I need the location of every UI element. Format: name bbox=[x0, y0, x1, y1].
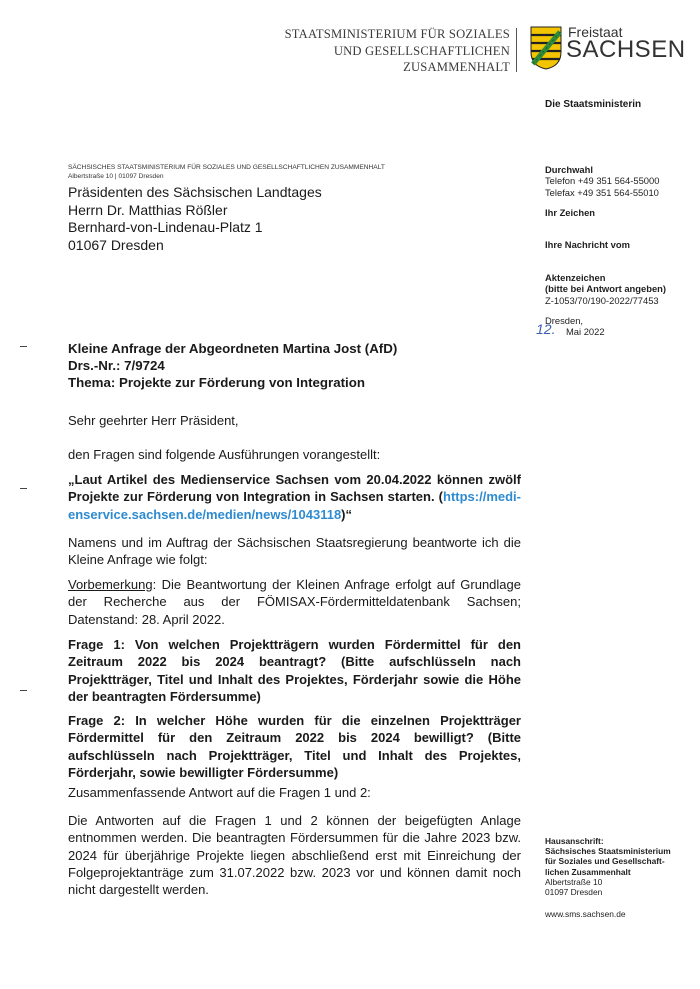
hausanschrift-label: Hausanschrift: bbox=[545, 836, 604, 846]
aktenzeichen-label: Aktenzeichen bbox=[545, 272, 606, 283]
sender-line bbox=[68, 164, 385, 181]
frage-1: Frage 1: Von welchen Projektträgern wurden Fördermittel für den Zeitraum 2022 bis 2024 beantragt? (Bitte aufschlüsseln nach Projektträger, Titel und Inhalt des Projektes, Förderjahr sowie die Höhe der beantragten Fördersumme) bbox=[68, 637, 521, 704]
fold-mark-bottom bbox=[20, 690, 27, 691]
intro-text: den Fragen sind folgende Ausführungen vorangestellt: bbox=[68, 447, 381, 462]
hausanschrift-block bbox=[545, 836, 671, 897]
aktenzeichen-value: Z-1053/70/190-2022/77453 bbox=[545, 294, 659, 306]
hausanschrift-line-3: lichen Zusammenhalt bbox=[545, 866, 631, 877]
address-line-1: Präsidenten des Sächsischen Landtages bbox=[68, 184, 322, 200]
aktenzeichen-block bbox=[545, 272, 666, 306]
quote-line-1: „Laut Artikel des Medienservice Sachsen vom 20.04.2022 können zwölf bbox=[68, 472, 521, 487]
sender-line-1: SÄCHSISCHES STAATSMINISTERIUM FÜR SOZIALES UND GESELLSCHAFTLICHEN ZUSAMMENHALT bbox=[68, 164, 385, 171]
hausanschrift-ort: 01097 Dresden bbox=[545, 887, 603, 898]
vorbemerkung-label: Vorbemerkung bbox=[68, 577, 153, 592]
saxony-crest-icon bbox=[530, 26, 562, 70]
header-divider bbox=[516, 28, 517, 72]
answer-intro: Namens und im Auftrag der Sächsischen Staatsregierung beantworte ich die Kleine Anfrage wie folgt: bbox=[68, 535, 521, 568]
ministry-line-3: ZUSAMMENHALT bbox=[403, 60, 510, 74]
ihr-zeichen-label: Ihr Zeichen bbox=[545, 207, 596, 218]
website-link[interactable]: www.sms.sachsen.de bbox=[545, 909, 626, 919]
address-line-2: Herrn Dr. Matthias Rößler bbox=[68, 201, 228, 218]
fold-mark-middle bbox=[20, 488, 27, 489]
ministry-line-1: STAATSMINISTERIUM FÜR SOZIALES bbox=[284, 27, 510, 41]
datum-rest: Mai 2022 bbox=[566, 326, 605, 337]
sender-role: Die Staatsministerin bbox=[545, 99, 642, 110]
aktenzeichen-hint: (bitte bei Antwort angeben) bbox=[545, 283, 667, 295]
ihre-nachricht-label: Ihre Nachricht vom bbox=[545, 239, 630, 250]
quote-end: )“ bbox=[341, 506, 353, 522]
freistaat-label: Freistaat bbox=[568, 24, 623, 40]
subject-line-2: Drs.-Nr.: 7/9724 bbox=[68, 358, 165, 373]
quote-line-2: Projekte zur Förderung von Integration in Sachsen starten. ( bbox=[68, 489, 443, 505]
hausanschrift-strasse: Albertstraße 10 bbox=[545, 876, 603, 887]
subject-line-3: Thema: Projekte zur Förderung von Integration bbox=[68, 375, 365, 390]
subject-line-1: Kleine Anfrage der Abgeordneten Martina Jost (AfD) bbox=[68, 341, 398, 356]
zusammenfassende-antwort-label: Zusammenfassende Antwort auf die Fragen 1 und 2: bbox=[68, 785, 371, 800]
antwort-text: Die Antworten auf die Fragen 1 und 2 können der beigefügten Anlage entnommen werden. Die beantragten Fördersummen für die Jahre 2023 bzw. 2024 für überjährige Projekte liegen abschließend erst mit Einreichung der Folgeprojektanträge zum 31.07.2022 bzw. 2023 vor und können damit noch nicht dargestellt werden. bbox=[68, 813, 521, 898]
durchwahl-label: Durchwahl bbox=[545, 164, 593, 175]
salutation: Sehr geehrter Herr Präsident, bbox=[68, 413, 239, 428]
address-line-3: Bernhard-von-Lindenau-Platz 1 bbox=[68, 219, 263, 235]
ministry-line-2: UND GESELLSCHAFTLICHEN bbox=[333, 43, 510, 58]
contact-block bbox=[545, 164, 659, 198]
article-link-part-1[interactable]: https://medi- bbox=[443, 489, 521, 505]
sachsen-logo-text: SACHSEN bbox=[566, 36, 686, 63]
recipient-address bbox=[68, 184, 322, 254]
address-line-4: 01067 Dresden bbox=[68, 236, 164, 253]
ort: Dresden, bbox=[545, 315, 584, 326]
telefax: Telefax +49 351 564-55010 bbox=[545, 186, 659, 198]
handwritten-day: 12. bbox=[536, 321, 556, 337]
hausanschrift-line-1: Sächsisches Staatsministerium bbox=[545, 846, 671, 857]
subject-block bbox=[68, 340, 397, 391]
hausanschrift-line-2: für Soziales und Gesellschaft- bbox=[545, 856, 665, 867]
frage-2: Frage 2: In welcher Höhe wurden für die einzelnen Projektträger Fördermittel für den Zeitraum 2022 bis 2024 bewilligt? (Bitte aufschlüsseln nach Projektträger, Titel und Inhalt des Projektes, Förderjahr, sowie bewilligter Fördersumme) bbox=[68, 713, 521, 780]
vorbemerkung bbox=[68, 576, 521, 628]
telefon: Telefon +49 351 564-55000 bbox=[545, 175, 660, 187]
quote-block bbox=[68, 471, 521, 523]
vorbemerkung-text: : Die Beantwortung der Kleinen Anfrage erfolgt auf Grundlage der Recherche aus der FÖMISAX-Fördermitteldatenbank Sachsen; Datenstand: 28. April 2022. bbox=[68, 577, 521, 627]
ministry-name bbox=[285, 26, 510, 76]
article-link-part-2[interactable]: enservice.sachsen.de/medien/news/1043118 bbox=[68, 506, 342, 522]
fold-mark-top bbox=[20, 346, 27, 347]
sender-line-2: Albertstraße 10 | 01097 Dresden bbox=[68, 172, 164, 180]
